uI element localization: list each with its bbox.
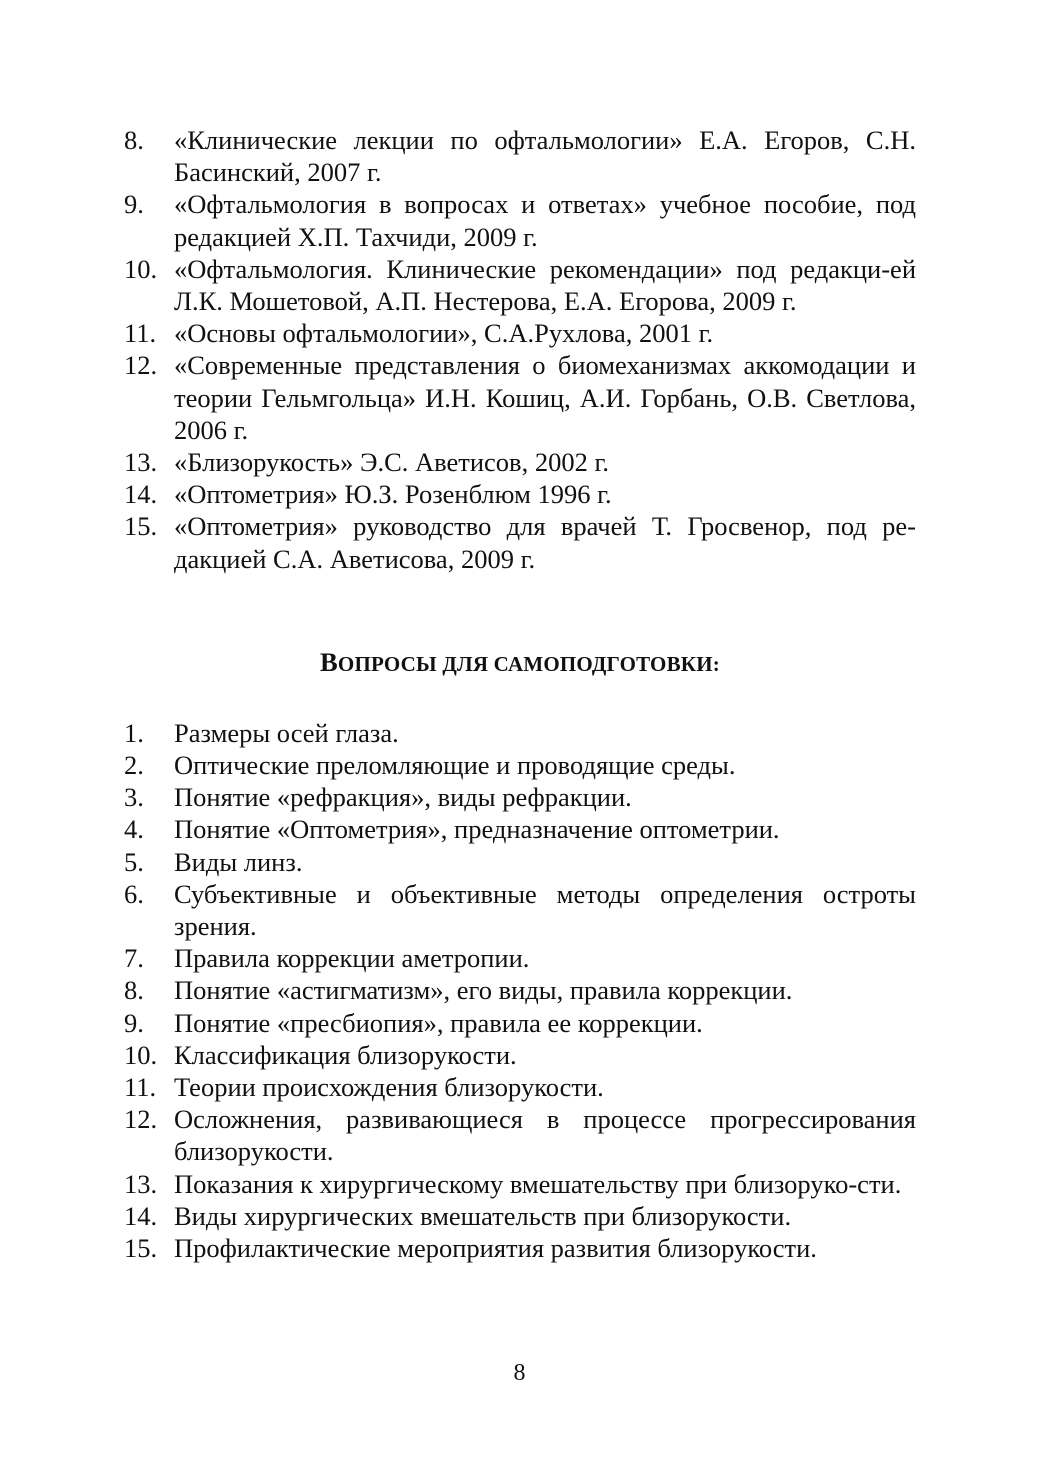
item-number: 9. <box>124 1007 144 1038</box>
question-text: Профилактические мероприятия развития близорукости. <box>174 1233 817 1264</box>
question-item <box>124 1232 916 1264</box>
item-number: 3. <box>124 782 144 813</box>
question-text: Классификация близорукости. <box>174 1039 517 1070</box>
question-item <box>124 878 916 942</box>
reference-item <box>124 317 916 349</box>
heading-rest: ОПРОСЫ ДЛЯ САМОПОДГОТОВКИ: <box>337 651 720 676</box>
question-item <box>124 1168 916 1200</box>
question-item <box>124 813 916 845</box>
question-text: Виды линз. <box>174 846 303 877</box>
question-item <box>124 1071 916 1103</box>
reference-text: «Близорукость» Э.С. Аветисов, 2002 г. <box>174 447 609 478</box>
reference-text: «Офтальмология. Клинические рекомендации» под редакци-ей Л.К. Мошетовой, А.П. Нестерова, Е.А. Егорова, 2009 г. <box>174 253 916 317</box>
questions-heading <box>124 645 916 681</box>
question-text: Понятие «астигматизм», его виды, правила коррекции. <box>174 975 793 1006</box>
item-number: 13. <box>124 447 158 478</box>
question-text: Виды хирургических вмешательств при близорукости. <box>174 1200 792 1231</box>
reference-text: «Современные представления о биомеханизмах аккомодации и теории Гельмгольца» И.Н. Кошиц, А.И. Горбань, О.В. Светлова, 2006 г. <box>174 350 916 445</box>
question-item <box>124 717 916 749</box>
reference-text: «Оптометрия» руководство для врачей Т. Гросвенор, под ре-дакцией С.А. Аветисова, 2009 г. <box>174 511 916 574</box>
references-list <box>124 124 916 575</box>
item-number: 15. <box>124 1233 158 1264</box>
item-number: 11. <box>124 318 157 349</box>
item-number: 11. <box>124 1072 157 1103</box>
question-item <box>124 781 916 813</box>
item-number: 10. <box>124 253 158 284</box>
question-text: Понятие «пресбиопия», правила ее коррекции. <box>174 1007 703 1038</box>
reference-item <box>124 510 916 574</box>
reference-item <box>124 478 916 510</box>
item-number: 14. <box>124 1200 158 1231</box>
reference-item <box>124 349 916 446</box>
item-number: 4. <box>124 814 144 845</box>
item-number: 5. <box>124 846 144 877</box>
question-item <box>124 1200 916 1232</box>
item-number: 14. <box>124 479 158 510</box>
document-page <box>124 124 916 1264</box>
reference-item <box>124 446 916 478</box>
item-number: 12. <box>124 350 158 381</box>
question-text: Понятие «Оптометрия», предназначение оптометрии. <box>174 814 780 845</box>
question-item <box>124 1039 916 1071</box>
reference-text: «Клинические лекции по офтальмологии» Е.А. Егоров, С.Н. Басинский, 2007 г. <box>174 125 916 188</box>
reference-text: «Оптометрия» Ю.З. Розенблюм 1996 г. <box>174 479 612 510</box>
item-number: 2. <box>124 750 144 781</box>
question-text: Субъективные и объективные методы определения остроты зрения. <box>174 878 916 942</box>
item-number: 10. <box>124 1039 158 1070</box>
question-text: Оптические преломляющие и проводящие среды. <box>174 750 736 781</box>
question-text: Понятие «рефракция», виды рефракции. <box>174 782 632 813</box>
question-text: Показания к хирургическому вмешательству при близоруко-сти. <box>174 1168 902 1199</box>
question-item <box>124 749 916 781</box>
reference-text: «Основы офтальмологии», С.А.Рухлова, 2001 г. <box>174 318 714 349</box>
item-number: 8. <box>124 975 144 1006</box>
question-item <box>124 1103 916 1167</box>
reference-item <box>124 253 916 317</box>
heading-initial: В <box>320 646 338 677</box>
reference-text: «Офтальмология в вопросах и ответах» учебное пособие, под редакцией Х.П. Тахчиди, 2009 г. <box>174 189 916 252</box>
reference-item <box>124 188 916 252</box>
item-number: 13. <box>124 1168 158 1199</box>
item-number: 1. <box>124 717 144 748</box>
question-item <box>124 974 916 1006</box>
item-number: 7. <box>124 943 144 974</box>
question-text: Размеры осей глаза. <box>174 717 399 748</box>
question-item <box>124 1007 916 1039</box>
question-item <box>124 942 916 974</box>
item-number: 15. <box>124 511 158 542</box>
question-text: Теории происхождения близорукости. <box>174 1072 604 1103</box>
question-text: Осложнения, развивающиеся в процессе прогрессирования близорукости. <box>174 1104 916 1167</box>
item-number: 6. <box>124 878 144 909</box>
reference-item <box>124 124 916 188</box>
item-number: 9. <box>124 189 144 220</box>
questions-list <box>124 717 916 1264</box>
item-number: 8. <box>124 125 144 155</box>
page-number: 8 <box>513 1360 526 1386</box>
question-item <box>124 846 916 878</box>
question-text: Правила коррекции аметропии. <box>174 943 530 974</box>
item-number: 12. <box>124 1104 158 1135</box>
